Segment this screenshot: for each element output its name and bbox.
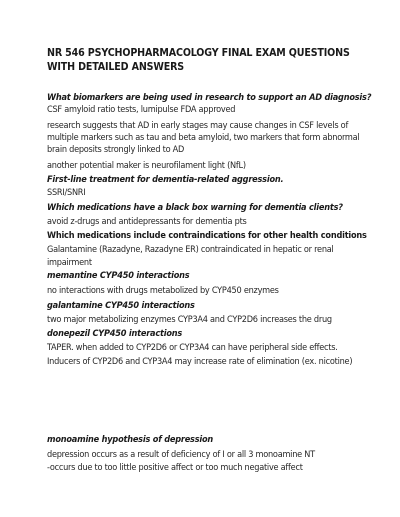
question-donepezil-cyp450: donepezil CYP450 interactions (47, 329, 183, 339)
answer-line: brain deposits strongly linked to AD (47, 145, 185, 155)
answer-line: -occurs due to too little positive affect or too much negative affect (47, 463, 303, 473)
answer-line: impairment (47, 258, 92, 268)
question-galantamine-cyp450: galantamine CYP450 interactions (47, 301, 195, 311)
answer-line: Inducers of CYP2D6 and CYP3A4 may increase rate of elimination (ex. nicotine) (47, 357, 353, 367)
answer-line: TAPER. when added to CYP2D6 or CYP3A4 can have peripheral side effects. (47, 343, 338, 353)
answer-line: multiple markers such as tau and beta amyloid, two markers that form abnormal (47, 133, 360, 143)
question-black-box-warning: Which medications have a black box warning for dementia clients? (47, 203, 343, 213)
answer-line: no interactions with drugs metabolized by CYP450 enzymes (47, 286, 279, 296)
question-monoamine-hypothesis: monoamine hypothesis of depression (47, 435, 214, 445)
answer-line: another potential maker is neurofilament light (NfL) (47, 161, 246, 171)
question-contraindications: Which medications include contraindications for other health conditions (47, 231, 367, 241)
question-memantine-cyp450: memantine CYP450 interactions (47, 271, 190, 281)
answer-line: avoid z-drugs and antidepressants for dementia pts (47, 217, 247, 227)
answer-line: depression occurs as a result of deficiency of I or all 3 monoamine NT (47, 450, 315, 460)
question-ad-biomarkers: What biomarkers are being used in research to support an AD diagnosis? (47, 93, 372, 103)
question-aggression-treatment: First-line treatment for dementia-related aggression. (47, 175, 284, 185)
answer-line: Galantamine (Razadyne, Razadyne ER) contraindicated in hepatic or renal (47, 245, 334, 255)
answer-line: two major metabolizing enzymes CYP3A4 and CYP2D6 increases the drug (47, 315, 332, 325)
answer-line: research suggests that AD in early stages may cause changes in CSF levels of (47, 121, 349, 131)
answer-line: SSRI/SNRI (47, 188, 86, 198)
answer-line: CSF amyloid ratio tests, lumipulse FDA approved (47, 105, 236, 115)
document-title: NR 546 PSYCHOPHARMACOLOGY FINAL EXAM QUESTIONS WITH DETAILED ANSWERS (47, 47, 350, 73)
